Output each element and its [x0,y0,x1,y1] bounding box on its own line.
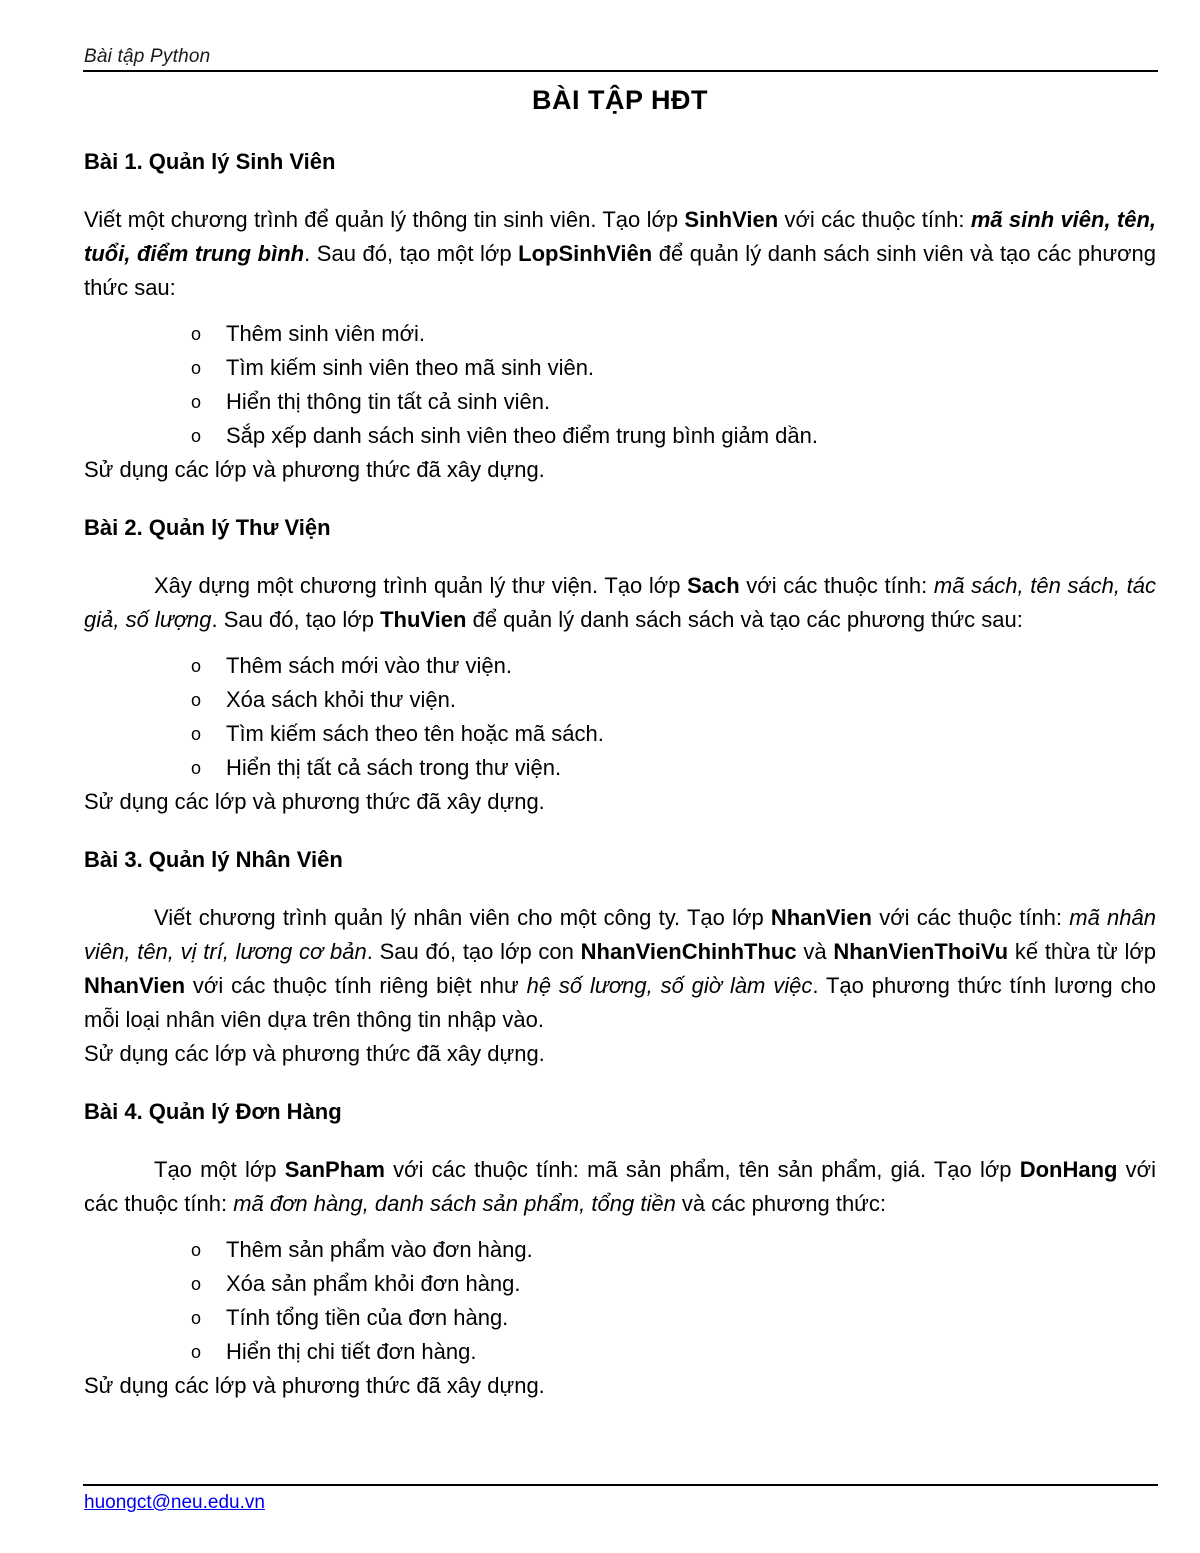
exercise-1-methods-list [84,317,1156,453]
exercise-2-heading: Bài 2. Quản lý Thư Viện [84,515,331,540]
circle-bullet-icon: o [191,690,202,710]
circle-bullet-icon: o [191,324,202,344]
exercise-4-closing: Sử dụng các lớp và phương thức đã xây dựng. [84,1373,545,1398]
circle-bullet-icon: o [191,1240,202,1260]
exercise-4-heading: Bài 4. Quản lý Đơn Hàng [84,1099,342,1124]
header-divider [83,70,1158,72]
author-email-link[interactable]: huongct@neu.edu.vn [84,1492,265,1513]
list-item: o Thêm sản phẩm vào đơn hàng. [84,1233,1156,1267]
footer-divider [83,1484,1158,1486]
exercise-2-description: Xây dựng một chương trình quản lý thư viện. Tạo lớp Sach với các thuộc tính: mã sách, tên sách, tác giả, số lượng. Sau đó, tạo lớp ThuVien để quản lý danh sách sách và tạo các phương thức sau: [84,573,1156,632]
list-item: o Tính tổng tiền của đơn hàng. [84,1301,1156,1335]
exercise-4-methods-list [84,1233,1156,1369]
exercise-3-description: Viết chương trình quản lý nhân viên cho một công ty. Tạo lớp NhanVien với các thuộc tính: mã nhân viên, tên, vị trí, lương cơ bản. Sau đó, tạo lớp con NhanVienChinhThuc và NhanVienThoiVu kế thừa từ lớp NhanVien với các thuộc tính riêng biệt như hệ số lương, số giờ làm việc. Tạo phương thức tính lương cho mỗi loại nhân viên dựa trên thông tin nhập vào. [84,905,1157,1032]
list-item: o Xóa sản phẩm khỏi đơn hàng. [84,1267,1156,1301]
exercise-3-closing: Sử dụng các lớp và phương thức đã xây dựng. [84,1041,545,1066]
circle-bullet-icon: o [191,1342,202,1362]
circle-bullet-icon: o [191,358,202,378]
circle-bullet-icon: o [191,724,202,744]
exercise-2-closing: Sử dụng các lớp và phương thức đã xây dựng. [84,789,545,814]
exercise-1-description: Viết một chương trình để quản lý thông tin sinh viên. Tạo lớp SinhVien với các thuộc tính: mã sinh viên, tên, tuổi, điểm trung bình. Sau đó, tạo một lớp LopSinhViên để quản lý danh sách sinh viên và tạo các phương thức sau: [84,207,1156,300]
document-title: BÀI TẬP HĐT [531,85,708,115]
list-item: o Hiển thị chi tiết đơn hàng. [84,1335,1156,1369]
circle-bullet-icon: o [191,426,202,446]
circle-bullet-icon: o [191,656,202,676]
exercise-4-description: Tạo một lớp SanPham với các thuộc tính: mã sản phẩm, tên sản phẩm, giá. Tạo lớp DonHang với các thuộc tính: mã đơn hàng, danh sách sản phẩm, tổng tiền và các phương thức: [84,1157,1156,1216]
circle-bullet-icon: o [191,1274,202,1294]
circle-bullet-icon: o [191,1308,202,1328]
exercise-1-heading: Bài 1. Quản lý Sinh Viên [84,149,336,174]
page-header: Bài tập Python [84,46,211,67]
list-item: o Thêm sinh viên mới. [84,317,1156,351]
list-item: o Tìm kiếm sách theo tên hoặc mã sách. [84,717,1156,751]
list-item: o Hiển thị tất cả sách trong thư viện. [84,751,1156,785]
list-item: o Sắp xếp danh sách sinh viên theo điểm trung bình giảm dần. [84,419,1156,453]
exercise-1-closing: Sử dụng các lớp và phương thức đã xây dựng. [84,457,545,482]
exercise-3-heading: Bài 3. Quản lý Nhân Viên [84,847,343,872]
circle-bullet-icon: o [191,758,202,778]
list-item: o Tìm kiếm sinh viên theo mã sinh viên. [84,351,1156,385]
document-body [84,145,1156,1403]
list-item: o Thêm sách mới vào thư viện. [84,649,1156,683]
circle-bullet-icon: o [191,392,202,412]
list-item: o Hiển thị thông tin tất cả sinh viên. [84,385,1156,419]
list-item: o Xóa sách khỏi thư viện. [84,683,1156,717]
exercise-2-methods-list [84,649,1156,785]
